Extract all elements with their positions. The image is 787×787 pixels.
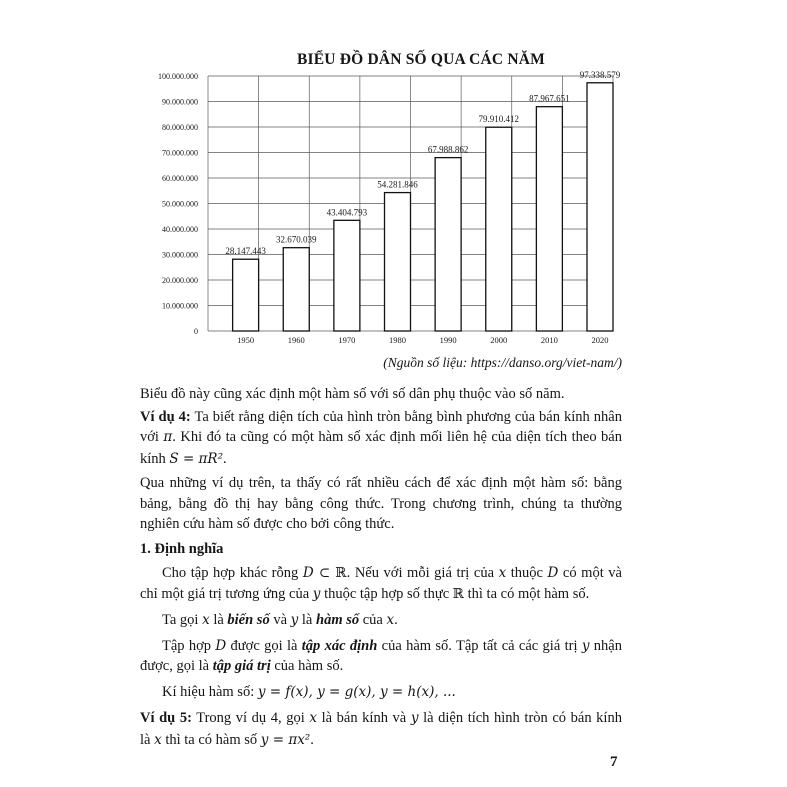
math-var: D — [302, 565, 314, 581]
y-tick-label: 10.000.000 — [162, 301, 198, 311]
y-tick-label: 80.000.000 — [162, 123, 198, 132]
line-text: Ta biết rằng diện tích của hình tròn bằng bình phương của bán kính nhân — [190, 409, 622, 425]
function-notation: y = f(x), y = g(x), y = h(x), ... — [257, 684, 456, 700]
line-text: của hàm số. — [270, 658, 344, 674]
bar-value-label: 28.147.443 — [225, 246, 266, 257]
math-var: y — [410, 710, 419, 726]
bar-1980 — [385, 193, 411, 331]
line-text: kính — [140, 451, 170, 467]
line-text: được gọi là — [226, 638, 302, 654]
x-tick-label: 1980 — [389, 335, 406, 345]
line-text: với — [140, 429, 164, 445]
math-var: D — [215, 638, 227, 654]
area-formula: S = πR² — [169, 451, 223, 467]
line-text: nghiên cứu hàm số được cho bởi công thức. — [140, 516, 395, 532]
line-text: có một và — [558, 565, 622, 581]
math-var: D — [547, 565, 559, 581]
notation-line — [162, 683, 456, 701]
math-symbol: ⊂ ℝ — [313, 565, 347, 581]
example-5-line — [140, 709, 622, 727]
definition-line — [140, 585, 589, 603]
y-tick-label: 50.000.000 — [162, 199, 198, 209]
definition-line — [140, 657, 343, 675]
bold-term: hàm số — [316, 612, 360, 628]
bold-term: tập giá trị — [212, 658, 271, 674]
line-text: Biểu đồ này cũng xác định một hàm số với số dân phụ thuộc vào số năm. — [140, 386, 565, 402]
line-text: thuộc — [506, 565, 548, 581]
bar-value-label: 54.281.846 — [377, 179, 418, 190]
x-tick-label: 1950 — [237, 335, 255, 345]
definition-line — [162, 637, 622, 655]
bar-1950 — [233, 259, 259, 331]
line-text: . — [223, 451, 227, 467]
x-tick-label: 1960 — [287, 335, 305, 345]
math-var: x — [202, 612, 210, 628]
line-text: Cho tập hợp khác rỗng — [162, 565, 303, 581]
line-text: của hàm số. Tập tất cả các giá trị — [377, 638, 582, 654]
line-text: . — [394, 612, 398, 628]
bold-term: biến số — [227, 612, 270, 628]
definition-line — [162, 611, 398, 629]
population-bar-chart — [0, 0, 787, 360]
y-tick-label: 0 — [194, 327, 198, 336]
x-tick-label: 2010 — [540, 335, 558, 345]
x-tick-label: 2000 — [490, 335, 508, 345]
line-text: nhận — [589, 638, 622, 654]
paragraph-line — [140, 428, 622, 446]
paragraph-line — [140, 474, 622, 492]
math-symbol: ℝ — [452, 586, 464, 602]
bar-1960 — [283, 248, 309, 331]
definition-line — [162, 564, 622, 582]
example-label: Ví dụ 5: — [140, 710, 192, 726]
line-text: Trong ví dụ 4, gọi — [191, 710, 310, 726]
y-tick-label: 70.000.000 — [162, 148, 198, 158]
bar-1990 — [435, 158, 461, 331]
function-formula: y = πx² — [260, 732, 311, 748]
line-text: là — [140, 732, 155, 748]
y-tick-label: 40.000.000 — [162, 225, 198, 234]
example-label: Ví dụ 4: — [140, 409, 191, 425]
line-text: là — [209, 612, 228, 628]
line-text: thì ta có hàm số — [161, 732, 261, 748]
math-var: x — [309, 710, 317, 726]
line-text: chỉ một giá trị tương ứng của — [140, 586, 313, 602]
math-var: y — [312, 586, 321, 602]
paragraph-line — [140, 385, 564, 403]
line-text: và — [269, 612, 291, 628]
y-tick-label: 30.000.000 — [162, 250, 198, 260]
paragraph-line — [140, 495, 622, 513]
x-tick-label: 1970 — [338, 335, 356, 345]
bar-value-label: 43.404.793 — [326, 207, 368, 218]
bar-value-label: 79.910.412 — [478, 114, 519, 125]
bar-1970 — [334, 220, 360, 331]
line-text: của — [359, 612, 387, 628]
bar-value-label: 67.988.862 — [427, 144, 469, 155]
x-tick-label: 1990 — [439, 335, 457, 345]
chart-title: BIỂU ĐỒ DÂN SỐ QUA CÁC NĂM — [296, 51, 546, 68]
line-text: Tập hợp — [162, 638, 216, 654]
line-text: Kí hiệu hàm số: — [162, 684, 258, 700]
math-var: x — [154, 732, 162, 748]
bar-value-label: 87.967.651 — [529, 93, 570, 104]
line-text: thì ta có một hàm số. — [463, 586, 590, 602]
math-var: y — [581, 638, 590, 654]
line-text: được, gọi là — [140, 658, 213, 674]
bar-2020 — [587, 83, 613, 331]
example-5-line — [140, 731, 314, 749]
line-text: là diện tích hình tròn có bán kính — [418, 710, 622, 726]
line-text: là bán kính và — [316, 710, 411, 726]
y-tick-label: 60.000.000 — [162, 174, 198, 183]
math-var: x — [498, 565, 507, 581]
line-text: . — [310, 732, 314, 748]
paragraph-line — [140, 450, 227, 468]
chart-source: (Nguồn số liệu: https://danso.org/viet-nam/) — [383, 355, 622, 370]
section-heading — [140, 540, 223, 558]
line-text: Qua những ví dụ trên, ta thấy có rất nhiều cách để xác định một hàm số: bằng — [140, 475, 622, 491]
bar-value-label: 97.338.579 — [579, 69, 621, 80]
line-text: là — [298, 612, 316, 628]
line-text: Ta gọi — [162, 612, 203, 628]
y-tick-label: 20.000.000 — [162, 276, 198, 285]
y-tick-label: 90.000.000 — [162, 97, 198, 107]
math-var: y — [290, 612, 299, 628]
line-text: . Nếu với mỗi giá trị của — [346, 565, 499, 581]
bar-2010 — [536, 107, 562, 331]
bold-term: tập xác định — [301, 638, 378, 654]
math-var: x — [386, 612, 395, 628]
line-text: . Khi đó ta cũng có một hàm số xác định mối liên hệ của diện tích theo bán — [172, 429, 622, 445]
line-text: thuộc tập hợp số thực — [320, 586, 453, 602]
y-tick-label: 100.000.000 — [158, 72, 198, 81]
paragraph-line — [140, 515, 394, 533]
heading-text: 1. Định nghĩa — [140, 541, 224, 557]
line-text: bảng, bằng đồ thị hay bằng công thức. Trong chương trình, chúng ta thường — [140, 496, 622, 512]
bar-value-label: 32.670.039 — [276, 234, 317, 245]
x-tick-label: 2020 — [591, 335, 609, 345]
math-symbol: π — [163, 429, 173, 445]
page-number: 7 — [610, 754, 618, 770]
example-4-line — [140, 408, 622, 426]
bar-2000 — [486, 127, 512, 331]
